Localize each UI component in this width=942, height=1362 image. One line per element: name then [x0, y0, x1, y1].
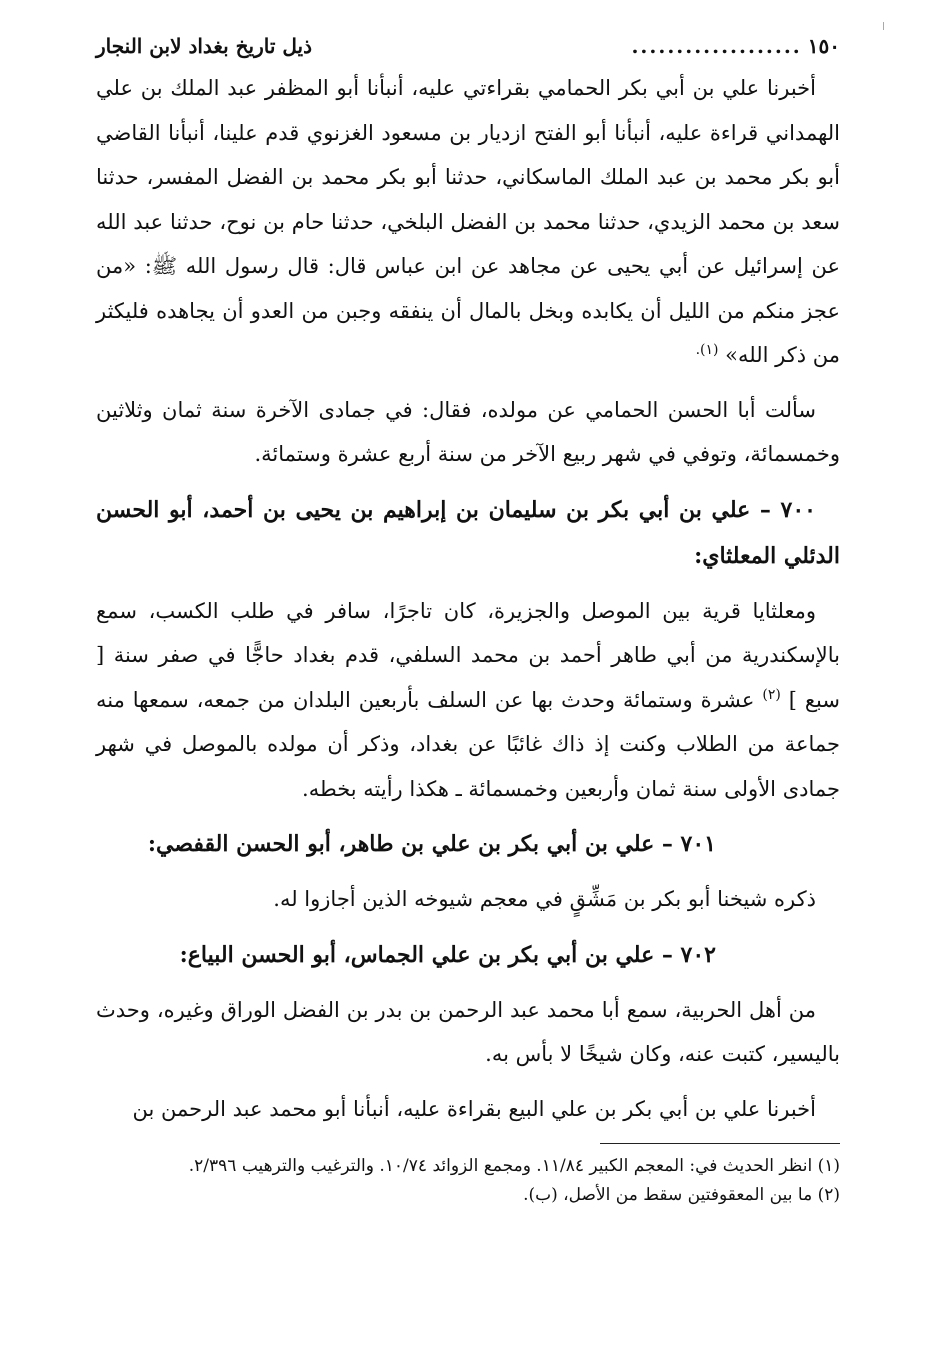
- document-page: [96, 30, 840, 1210]
- paragraph-text: ومعلثايا قرية بين الموصل والجزيرة، كان تاجرًا، سافر في طلب الكسب، سمع بالإسكندرية من أبي طاهر أحمد بن محمد السلفي، قدم بغداد حاجًّا في صفر سنة [ سبع ]: [96, 598, 840, 712]
- running-header: [96, 30, 840, 62]
- entry-heading-700: ٧٠٠ – علي بن أبي بكر بن سليمان بن إبراهيم بن يحيى بن أحمد، أبو الحسن الدئلي المعلثاي:: [96, 496, 840, 569]
- footnote-divider: [600, 1143, 840, 1144]
- paragraph-entry-702: من أهل الحربية، سمع أبا محمد عبد الرحمن بن بدر بن الفضل الوراق وغيره، وحدث باليسير، كتبت عنه، وكان شيخًا لا بأس به.: [96, 997, 840, 1066]
- paragraph-entry-700: [96, 589, 840, 812]
- footnote-ref: (٢): [762, 686, 781, 703]
- footnote-1: (١) انظر الحديث في: المعجم الكبير ١١/٨٤. ومجمع الزوائد ١٠/٧٤. والترغيب والترهيب ٢/٣٩٦.: [188, 1156, 840, 1176]
- paragraph-text: أخبرنا علي بن أبي بكر الحمامي بقراءتي عليه، أنبأنا أبو المظفر عبد الملك بن علي الهمداني قراءة عليه، أنبأنا أبو الفتح ازديار بن مسعود الغزنوي قدم علينا، أنبأنا القاضي أبو بكر محمد بن عبد الملك الماسكاني، حدثنا أبو بكر محمد بن الفضل المفسر، حدثنا سعد بن محمد الزيدي، حدثنا محمد بن الفضل البلخي، حدثنا حام بن نوح، حدثنا عبد الله عن إسرائيل عن أبي يحيى عن مجاهد عن ابن عباس قال: قال رسول الله ﷺ: «من عجز منكم من الليل أن يكابده وبخل بالمال أن ينفقه وجبن من العدو أن يجاهده فليكثر من ذكر الله»: [96, 76, 840, 367]
- paragraph-continuation: أخبرنا علي بن أبي بكر بن علي البيع بقراءة عليه، أنبأنا أبو محمد عبد الرحمن بن: [132, 1096, 816, 1121]
- header-leader-dots: ...................: [631, 34, 802, 58]
- margin-mark: [883, 22, 884, 30]
- page-number: ١٥٠: [807, 34, 840, 58]
- paragraph-entry-701: ذكره شيخنا أبو بكر بن مَشِّقٍ في معجم شيوخه الذين أجازوا له.: [273, 887, 816, 911]
- entry-heading-702: ٧٠٢ – علي بن أبي بكر بن علي الجماس، أبو الحسن البياع:: [179, 941, 716, 968]
- paragraph-birth-death: سألت أبا الحسن الحمامي عن مولده، فقال: في جمادى الآخرة سنة ثمان وثلاثين وخمسمائة، وتوفي في شهر ربيع الآخر من سنة أربع عشرة وستمائة.: [96, 397, 840, 466]
- paragraph-hadith-chain: [96, 66, 840, 378]
- paragraph-text: عشرة وستمائة وحدث بها عن السلف بأربعين البلدان من جمعه، سمعها منه جماعة من الطلاب وكنت إذ ذاك غائبًا عن بغداد، وذكر أن مولده بالموصل في شهر جمادى الأولى سنة ثمان وأربعين وخمسمائة ـ هكذا رأيته بخطه.: [96, 687, 840, 801]
- footnote-2: (٢) ما بين المعقوفتين سقط من الأصل، (ب).: [523, 1185, 840, 1205]
- footnote-ref: (١).: [695, 342, 719, 358]
- entry-heading-701: ٧٠١ – علي بن أبي بكر بن علي بن طاهر، أبو الحسن القفصي:: [147, 831, 716, 857]
- book-title: ذيل تاريخ بغداد لابن النجار: [96, 34, 312, 58]
